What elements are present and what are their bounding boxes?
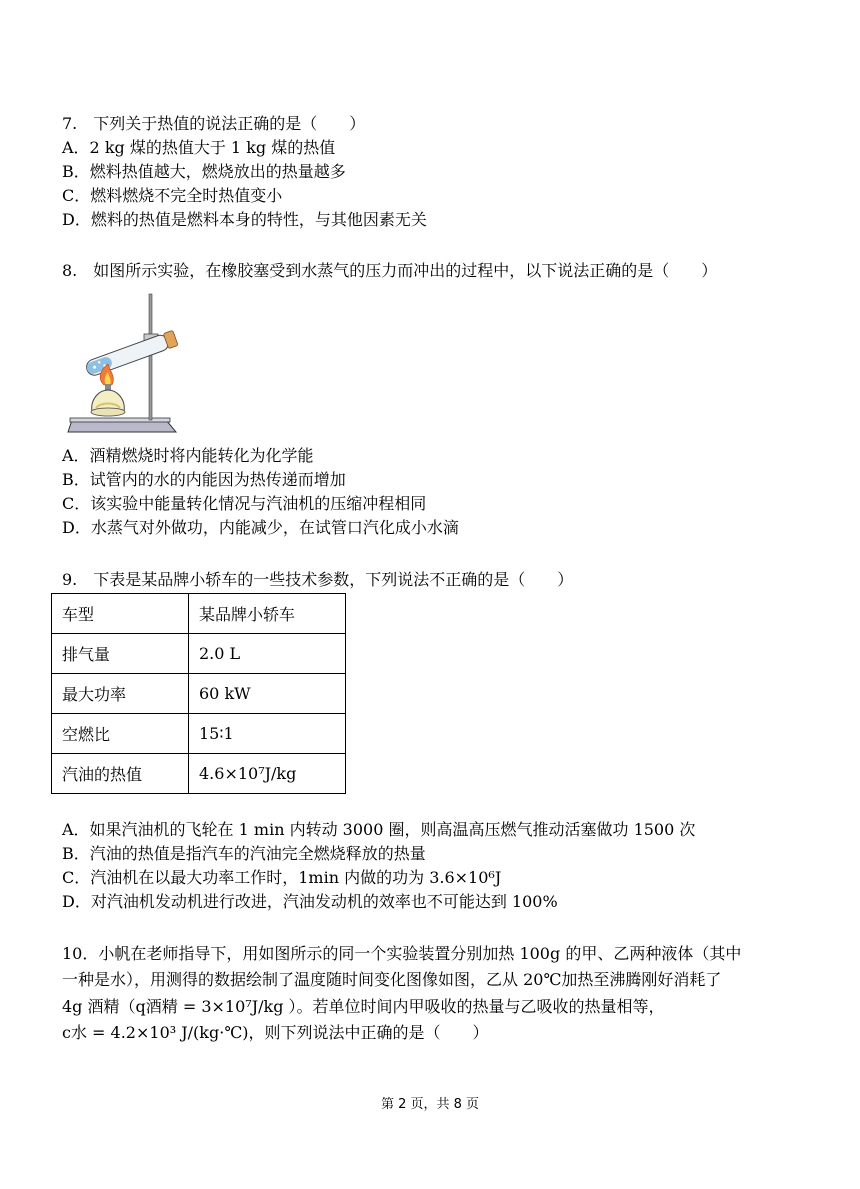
test-tube-apparatus-figure bbox=[66, 290, 186, 440]
q8-option-c: C．该实验中能量转化情况与汽油机的压缩冲程相同 bbox=[62, 494, 427, 513]
q7-option-b: B．燃料热值越大，燃烧放出的热量越多 bbox=[62, 162, 346, 181]
q8-option-d: D．水蒸气对外做功，内能减少，在试管口汽化成小水滴 bbox=[62, 518, 459, 537]
q9-option-b: B．汽油的热值是指汽车的汽油完全燃烧释放的热量 bbox=[62, 844, 426, 863]
q7-option-a: A．2 kg 煤的热值大于 1 kg 煤的热值 bbox=[62, 138, 336, 157]
q10-line-1: 10．小帆在老师指导下，用如图所示的同一个实验装置分别加热 100g 的甲、乙两种液体（其中 bbox=[62, 944, 742, 963]
q10-line-4: c水 = 4.2×10³ J/(kg·℃)，则下列说法中正确的是（ ） bbox=[62, 1023, 489, 1042]
table-cell: 60 kW bbox=[189, 674, 346, 714]
q9-option-c: C．汽油机在以最大功率工作时，1min 内做的功为 3.6×10⁶J bbox=[62, 868, 502, 887]
q8-option-b: B．试管内的水的内能因为热传递而增加 bbox=[62, 470, 346, 489]
page-footer: 第 2 页，共 8 页 bbox=[380, 1097, 480, 1112]
q7-stem: 7. 下列关于热值的说法正确的是（ ） bbox=[62, 114, 366, 133]
q8-option-a: A．酒精燃烧时将内能转化为化学能 bbox=[62, 446, 314, 465]
q10-line-3: 4g 酒精（q酒精 = 3×10⁷J/kg ）。若单位时间内甲吸收的热量与乙吸收的热量相等， bbox=[62, 997, 665, 1016]
q10-line-2: 一种是水），用测得的数据绘制了温度随时间变化图像如图，乙从 20℃加热至沸腾刚好消耗了 bbox=[62, 970, 722, 989]
table-row bbox=[52, 594, 346, 634]
q9-option-a: A．如果汽油机的飞轮在 1 min 内转动 3000 圈，则高温高压燃气推动活塞做功 1500 次 bbox=[62, 820, 696, 839]
table-cell: 15∶1 bbox=[189, 714, 346, 754]
table-cell: 2.0 L bbox=[189, 634, 346, 674]
table-row bbox=[52, 674, 346, 714]
q7-option-d: D．燃料的热值是燃料本身的特性，与其他因素无关 bbox=[62, 210, 427, 229]
table-cell: 汽油的热值 bbox=[52, 754, 189, 794]
table-row bbox=[52, 634, 346, 674]
q7-option-c: C．燃料燃烧不完全时热值变小 bbox=[62, 186, 283, 205]
table-cell: 最大功率 bbox=[52, 674, 189, 714]
q9-stem: 9. 下表是某品牌小轿车的一些技术参数，下列说法不正确的是（ ） bbox=[62, 570, 574, 589]
car-spec-table bbox=[51, 593, 346, 794]
table-cell: 4.6×10⁷J/kg bbox=[189, 754, 346, 794]
table-row bbox=[52, 754, 346, 794]
table-cell: 某品牌小轿车 bbox=[189, 594, 346, 634]
table-cell: 空燃比 bbox=[52, 714, 189, 754]
table-cell: 排气量 bbox=[52, 634, 189, 674]
q9-option-d: D．对汽油机发动机进行改进，汽油发动机的效率也不可能达到 100% bbox=[62, 892, 558, 911]
table-cell: 车型 bbox=[52, 594, 189, 634]
table-row bbox=[52, 714, 346, 754]
q8-stem: 8. 如图所示实验，在橡胶塞受到水蒸气的压力而冲出的过程中，以下说法正确的是（ ） bbox=[62, 261, 718, 280]
